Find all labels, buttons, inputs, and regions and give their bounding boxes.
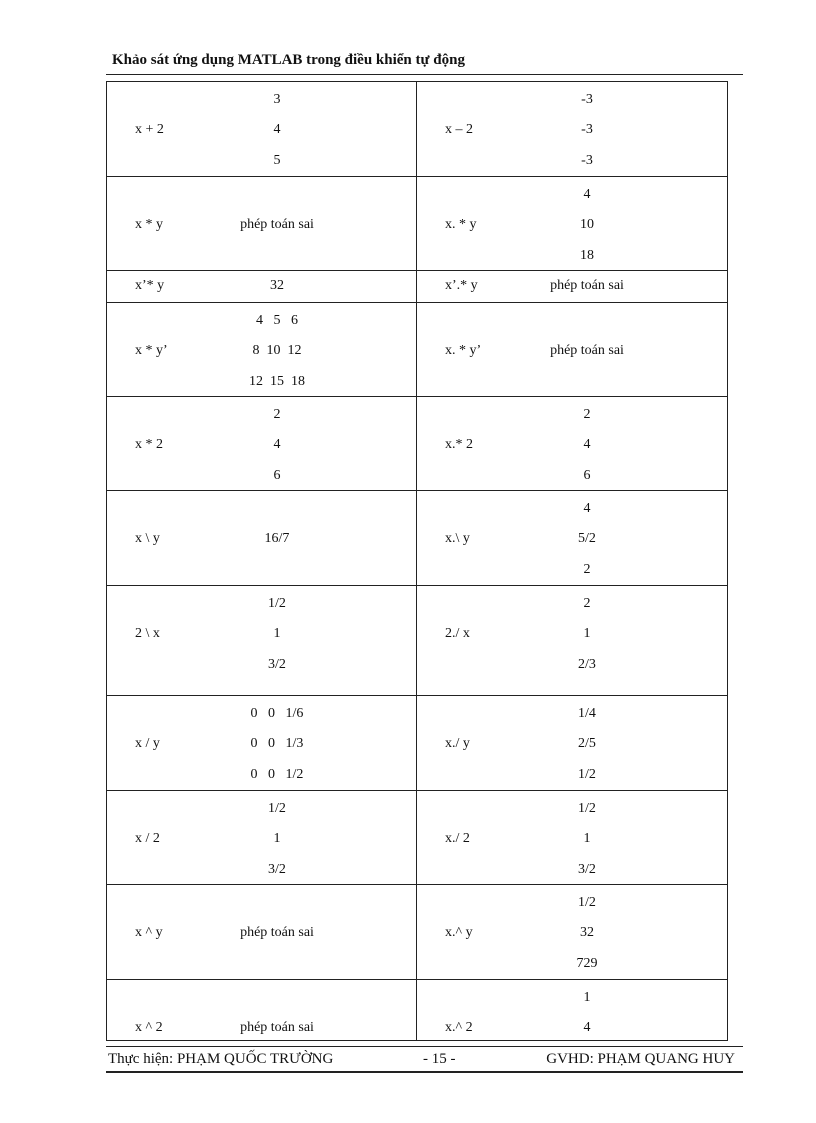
operation-result: -3 <box>581 153 593 168</box>
right-operation-cell <box>417 885 728 980</box>
page-header-title: Khảo sát ứng dụng MATLAB trong điều khiển tự động <box>112 52 465 68</box>
operation-expression: 2./ x <box>445 626 470 641</box>
operation-result: 0 0 1/3 <box>250 736 304 751</box>
left-operation-cell <box>107 491 417 586</box>
operation-expression: 2 \ x <box>135 626 160 641</box>
operation-result: 32 <box>580 925 594 940</box>
operation-result: 2 <box>583 562 591 577</box>
operation-result: 6 <box>583 468 591 483</box>
operation-result: 1 <box>583 626 591 641</box>
table-row <box>107 491 728 586</box>
operation-result: 1 <box>583 990 591 1005</box>
operation-result: 2/5 <box>578 736 596 751</box>
table-row <box>107 980 728 1041</box>
operation-result: -3 <box>581 122 593 137</box>
operation-result: 1/2 <box>268 801 286 816</box>
operation-expression: x.^ y <box>445 925 473 940</box>
right-operation-cell <box>417 696 728 791</box>
operation-result: 3 <box>273 92 281 107</box>
operation-expression: x./ 2 <box>445 831 470 846</box>
header-divider <box>106 74 743 75</box>
left-operation-cell <box>107 980 417 1041</box>
operation-expression: x’.* y <box>445 278 478 293</box>
operation-result: 12 15 18 <box>249 374 305 389</box>
right-operation-cell <box>417 177 728 271</box>
operation-result: 2 <box>583 407 591 422</box>
operation-result: phép toán sai <box>550 343 624 358</box>
table-row <box>107 271 728 303</box>
operation-result: 4 <box>273 122 281 137</box>
operation-result: 3/2 <box>578 862 596 877</box>
operation-result: phép toán sai <box>240 925 314 940</box>
table-row <box>107 696 728 791</box>
operation-result: 16/7 <box>264 531 290 546</box>
operation-result: 4 5 6 <box>256 313 298 328</box>
operation-expression: x.* 2 <box>445 437 473 452</box>
operation-result: 1 <box>273 626 281 641</box>
right-operation-cell <box>417 397 728 491</box>
footer-page-number: - 15 - <box>423 1051 456 1067</box>
left-operation-cell <box>107 303 417 397</box>
operation-result: 3/2 <box>268 657 286 672</box>
operation-result: 1/2 <box>578 895 596 910</box>
left-operation-cell <box>107 696 417 791</box>
operation-result: 32 <box>270 278 284 293</box>
operation-expression: x / y <box>135 736 160 751</box>
operation-result: 4 <box>583 501 591 516</box>
operation-expression: x.\ y <box>445 531 470 546</box>
operation-result: 6 <box>273 468 281 483</box>
page-footer <box>106 1046 743 1073</box>
operation-result: 4 <box>583 187 591 202</box>
right-operation-cell <box>417 791 728 885</box>
operation-result: -3 <box>581 92 593 107</box>
operation-result: 5/2 <box>578 531 596 546</box>
operation-result: phép toán sai <box>550 278 624 293</box>
left-operation-cell <box>107 271 417 303</box>
left-operation-cell <box>107 791 417 885</box>
table-row <box>107 397 728 491</box>
right-operation-cell <box>417 271 728 303</box>
operation-result: 10 <box>580 217 594 232</box>
operation-result: 18 <box>580 248 594 263</box>
operation-result: 729 <box>576 956 598 971</box>
operation-expression: x ^ y <box>135 925 163 940</box>
operation-expression: x. * y’ <box>445 343 482 358</box>
operation-result: 0 0 1/6 <box>250 706 304 721</box>
matlab-operations-table <box>106 81 728 1041</box>
right-operation-cell <box>417 303 728 397</box>
operation-expression: x.^ 2 <box>445 1020 473 1035</box>
operation-result: phép toán sai <box>240 1020 314 1035</box>
left-operation-cell <box>107 397 417 491</box>
operation-expression: x \ y <box>135 531 160 546</box>
operation-result: 2/3 <box>578 657 596 672</box>
right-operation-cell <box>417 586 728 696</box>
operation-expression: x / 2 <box>135 831 160 846</box>
operation-result: 1/2 <box>578 767 596 782</box>
operation-result: 1/2 <box>268 596 286 611</box>
operation-expression: x ^ 2 <box>135 1020 163 1035</box>
operation-expression: x. * y <box>445 217 477 232</box>
operation-expression: x – 2 <box>445 122 473 137</box>
operation-result: 2 <box>583 596 591 611</box>
right-operation-cell <box>417 980 728 1041</box>
left-operation-cell <box>107 177 417 271</box>
operation-expression: x * y’ <box>135 343 168 358</box>
table-row <box>107 586 728 696</box>
operation-result: 2 <box>273 407 281 422</box>
operation-result: 1 <box>583 831 591 846</box>
left-operation-cell <box>107 82 417 177</box>
table-row <box>107 82 728 177</box>
operation-result: 4 <box>273 437 281 452</box>
right-operation-cell <box>417 491 728 586</box>
operation-result: 1/4 <box>578 706 596 721</box>
operation-result: 1/2 <box>578 801 596 816</box>
operation-result: 8 10 12 <box>252 343 302 358</box>
footer-author: Thực hiện: PHẠM QUỐC TRƯỜNG <box>108 1051 334 1067</box>
table-row <box>107 885 728 980</box>
footer-advisor: GVHD: PHẠM QUANG HUY <box>546 1051 735 1067</box>
operation-expression: x + 2 <box>135 122 164 137</box>
left-operation-cell <box>107 885 417 980</box>
right-operation-cell <box>417 82 728 177</box>
operation-result: 5 <box>273 153 281 168</box>
table-row <box>107 303 728 397</box>
operation-result: 4 <box>583 437 591 452</box>
operation-expression: x./ y <box>445 736 470 751</box>
operation-expression: x’* y <box>135 278 165 293</box>
table-body <box>107 82 728 1041</box>
left-operation-cell <box>107 586 417 696</box>
operation-expression: x * 2 <box>135 437 163 452</box>
table-row <box>107 177 728 271</box>
operation-result: 3/2 <box>268 862 286 877</box>
table-row <box>107 791 728 885</box>
operation-result: 1 <box>273 831 281 846</box>
operation-result: 0 0 1/2 <box>250 767 304 782</box>
operation-result: phép toán sai <box>240 217 314 232</box>
operation-result: 4 <box>583 1020 591 1035</box>
operation-expression: x * y <box>135 217 163 232</box>
